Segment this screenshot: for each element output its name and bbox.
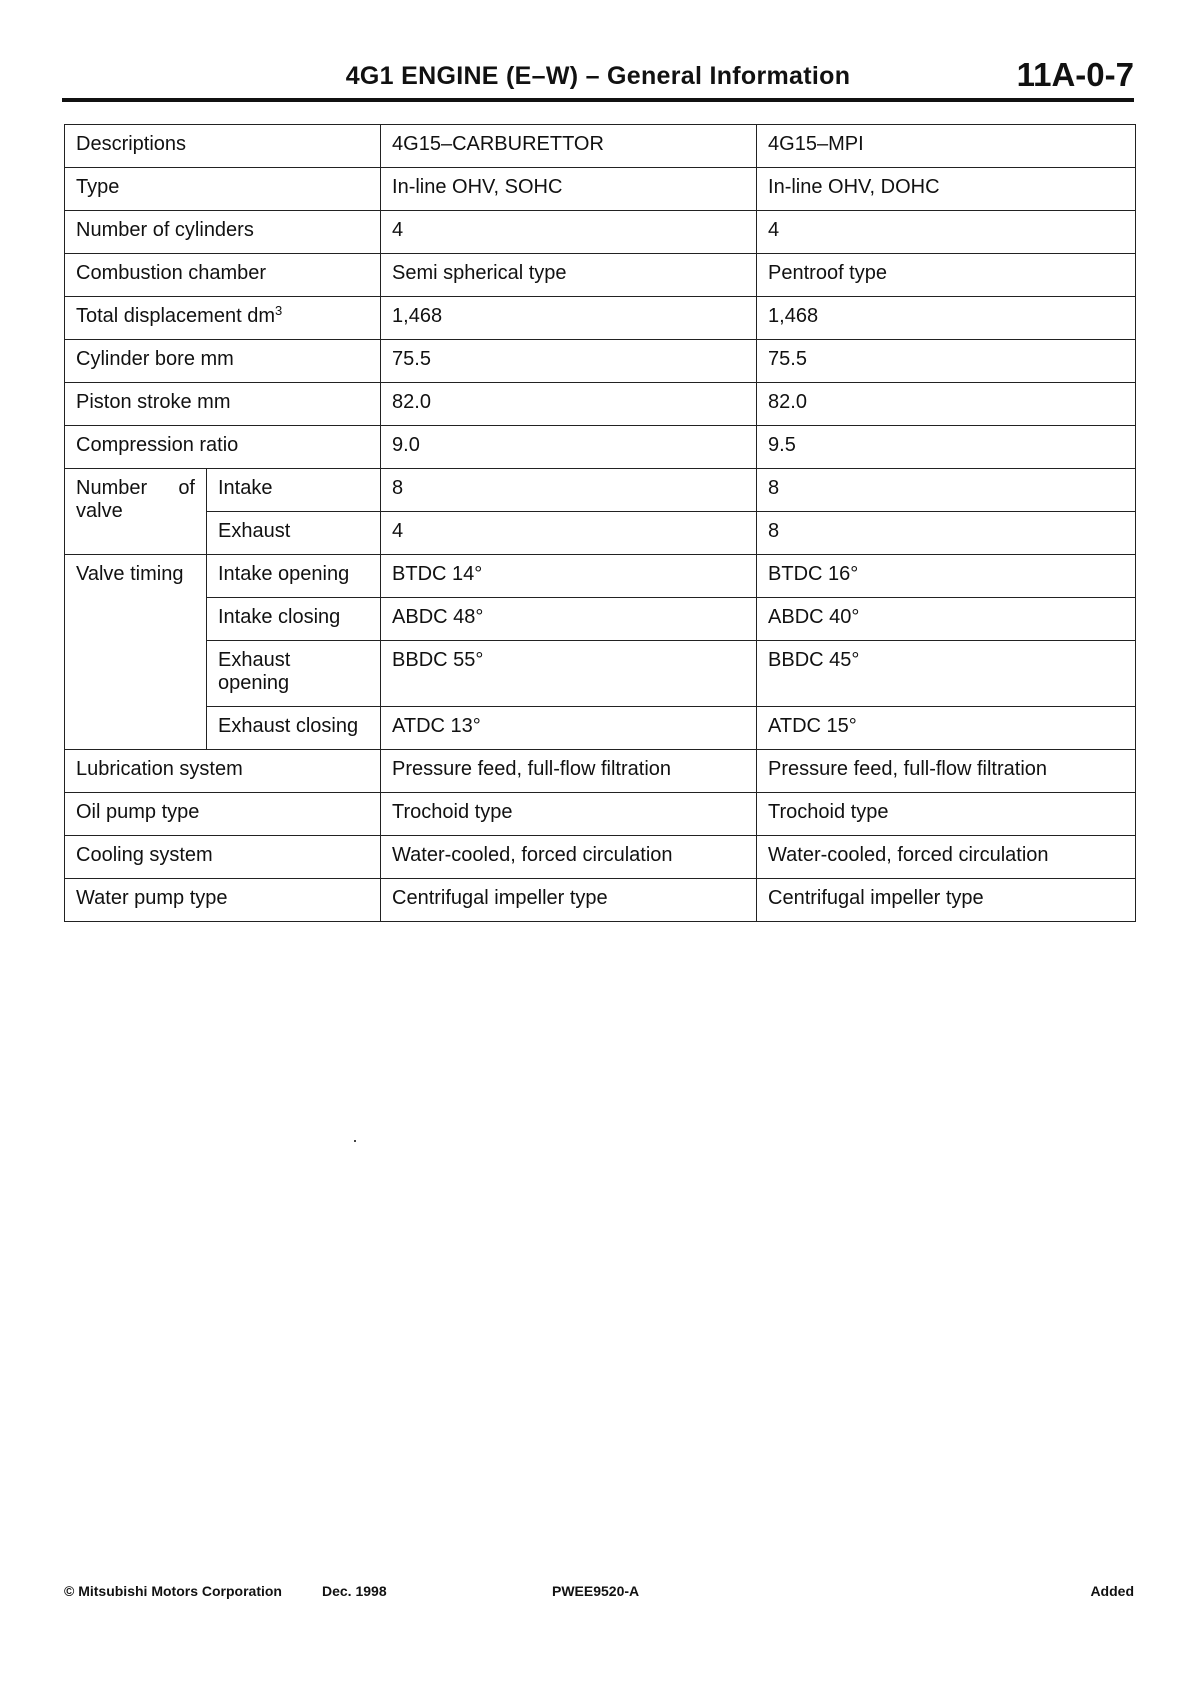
group-label-valve-timing: Valve timing	[65, 555, 207, 750]
group-label-line	[76, 477, 195, 500]
table-row	[65, 641, 1136, 707]
table-row	[65, 211, 1136, 254]
sub-label: Intake closing	[207, 598, 381, 641]
column-header-carburettor: 4G15–CARBURETTOR	[381, 125, 757, 168]
cell-mpi: 4	[757, 211, 1136, 254]
table-header-row	[65, 125, 1136, 168]
footer-copyright: © Mitsubishi Motors Corporation	[64, 1583, 282, 1599]
cell-mpi: 1,468	[757, 297, 1136, 340]
cell-carburettor: Semi spherical type	[381, 254, 757, 297]
cell-mpi: BTDC 16°	[757, 555, 1136, 598]
group-label-number-of-valve	[65, 469, 207, 555]
table-row	[65, 297, 1136, 340]
page-title: 4G1 ENGINE (E–W) – General Information	[345, 62, 851, 90]
cell-carburettor: ATDC 13°	[381, 707, 757, 750]
table-row	[65, 793, 1136, 836]
cell-mpi: Pressure feed, full-flow filtration	[757, 750, 1136, 793]
cell-carburettor: 4	[381, 211, 757, 254]
cell-carburettor: Pressure feed, full-flow filtration	[381, 750, 757, 793]
table-row	[65, 555, 1136, 598]
cell-carburettor: BTDC 14°	[381, 555, 757, 598]
table-row	[65, 750, 1136, 793]
cell-mpi: Trochoid type	[757, 793, 1136, 836]
row-label: Oil pump type	[65, 793, 381, 836]
cell-carburettor: ABDC 48°	[381, 598, 757, 641]
cell-carburettor: 8	[381, 469, 757, 512]
cell-mpi: 75.5	[757, 340, 1136, 383]
row-label: Type	[65, 168, 381, 211]
cell-mpi: Water-cooled, forced circulation	[757, 836, 1136, 879]
table-row	[65, 469, 1136, 512]
sub-label-line: opening	[218, 672, 290, 694]
row-label-text: Total displacement dm	[76, 305, 275, 327]
table-row	[65, 707, 1136, 750]
column-header-descriptions: Descriptions	[65, 125, 381, 168]
page-number: 11A-0-7	[1016, 56, 1134, 93]
sub-label: Intake opening	[207, 555, 381, 598]
engine-spec-table	[64, 124, 1136, 922]
cell-carburettor: BBDC 55°	[381, 641, 757, 707]
row-label: Cooling system	[65, 836, 381, 879]
column-header-mpi: 4G15–MPI	[757, 125, 1136, 168]
row-label: Compression ratio	[65, 426, 381, 469]
cell-mpi: 9.5	[757, 426, 1136, 469]
cell-carburettor: 9.0	[381, 426, 757, 469]
cell-mpi: 8	[757, 469, 1136, 512]
group-label-word: Number	[76, 477, 148, 499]
cell-carburettor: 4	[381, 512, 757, 555]
unit-superscript: 3	[274, 303, 283, 318]
group-label-word: valve	[76, 500, 123, 522]
table-row	[65, 512, 1136, 555]
cell-mpi: Pentroof type	[757, 254, 1136, 297]
cell-carburettor: 1,468	[381, 297, 757, 340]
footer-doc-code: PWEE9520-A	[552, 1583, 640, 1599]
cell-mpi: ATDC 15°	[757, 707, 1136, 750]
cell-mpi: Centrifugal impeller type	[757, 879, 1136, 922]
cell-carburettor: Centrifugal impeller type	[381, 879, 757, 922]
row-label: Number of cylinders	[65, 211, 381, 254]
row-label: Water pump type	[65, 879, 381, 922]
cell-mpi: In-line OHV, DOHC	[757, 168, 1136, 211]
footer-date: Dec. 1998	[322, 1583, 387, 1599]
sub-label	[207, 641, 381, 707]
row-label: Lubrication system	[65, 750, 381, 793]
cell-mpi: 82.0	[757, 383, 1136, 426]
row-label: Combustion chamber	[65, 254, 381, 297]
footer-status: Added	[1090, 1583, 1134, 1599]
cell-carburettor: Water-cooled, forced circulation	[381, 836, 757, 879]
cell-carburettor: 75.5	[381, 340, 757, 383]
table-row	[65, 254, 1136, 297]
cell-carburettor: 82.0	[381, 383, 757, 426]
table-row	[65, 168, 1136, 211]
table-row	[65, 879, 1136, 922]
sub-label: Exhaust closing	[207, 707, 381, 750]
page-footer	[64, 1583, 1134, 1603]
table-row	[65, 426, 1136, 469]
table-row	[65, 598, 1136, 641]
table-row	[65, 340, 1136, 383]
group-label-word: of	[178, 477, 195, 499]
scan-speck	[354, 1140, 356, 1142]
table-row	[65, 836, 1136, 879]
row-label	[65, 297, 381, 340]
cell-carburettor: In-line OHV, SOHC	[381, 168, 757, 211]
row-label: Cylinder bore mm	[65, 340, 381, 383]
cell-mpi: ABDC 40°	[757, 598, 1136, 641]
page-header	[62, 48, 1134, 102]
cell-carburettor: Trochoid type	[381, 793, 757, 836]
sub-label: Intake	[207, 469, 381, 512]
row-label: Piston stroke mm	[65, 383, 381, 426]
table-row	[65, 383, 1136, 426]
cell-mpi: BBDC 45°	[757, 641, 1136, 707]
cell-mpi: 8	[757, 512, 1136, 555]
sub-label-line: Exhaust	[218, 649, 291, 671]
sub-label: Exhaust	[207, 512, 381, 555]
